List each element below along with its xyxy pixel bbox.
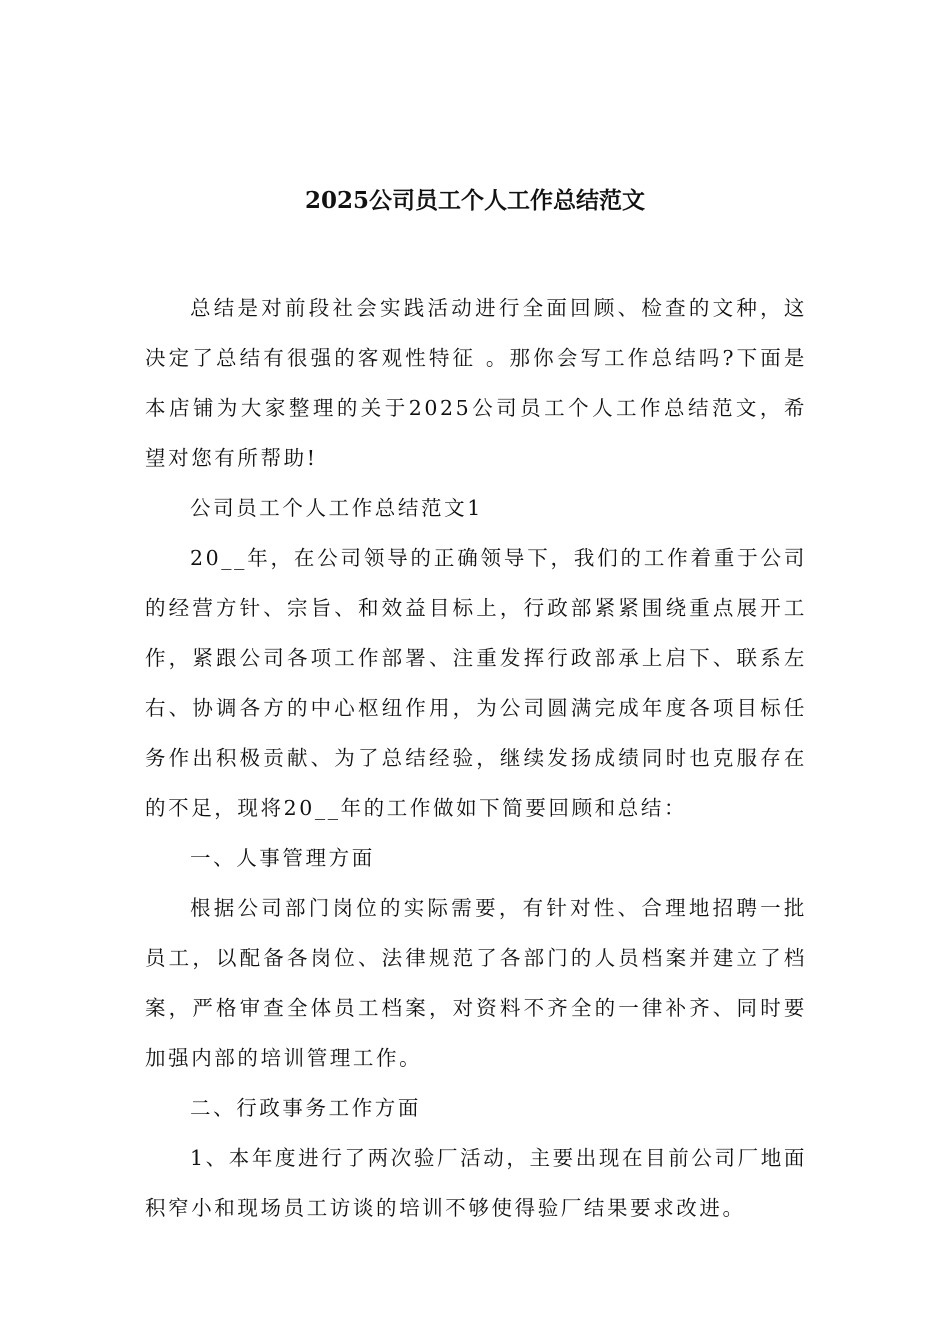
body-paragraph-admin-1: 1、本年度进行了两次验厂活动，主要出现在目前公司厂地面积窄小和现场员工访谈的培训不够使得验厂结果要求改进。 [145,1146,807,1220]
document-title: 2025公司员工个人工作总结范文 [304,187,645,214]
section-title-sample-1: 公司员工个人工作总结范文1 [190,496,483,520]
section-heading-personnel: 一、人事管理方面 [190,846,375,870]
section-heading-admin: 二、行政事务工作方面 [190,1096,421,1120]
document-body [145,283,807,1233]
body-paragraph-overview: 20__年，在公司领导的正确领导下，我们的工作着重于公司的经营方针、宗旨、和效益目标上，行政部紧紧围绕重点展开工作，紧跟公司各项工作部署、注重发挥行政部承上启下、联系左右、协调各方的中心枢纽作用，为公司圆满完成年度各项目标任务作出积极贡献、为了总结经验，继续发扬成绩同时也克服存在的不足，现将20__年的工作做如下简要回顾和总结： [145,546,807,820]
intro-paragraph: 总结是对前段社会实践活动进行全面回顾、检查的文种，这决定了总结有很强的客观性特征 。那你会写工作总结吗?下面是本店铺为大家整理的关于2025公司员工个人工作总结范文，希望对您有所帮助! [145,296,807,470]
body-paragraph-personnel: 根据公司部门岗位的实际需要，有针对性、合理地招聘一批员工，以配备各岗位、法律规范了各部门的人员档案并建立了档案，严格审查全体员工档案，对资料不齐全的一律补齐、同时要加强内部的培训管理工作。 [145,896,807,1070]
